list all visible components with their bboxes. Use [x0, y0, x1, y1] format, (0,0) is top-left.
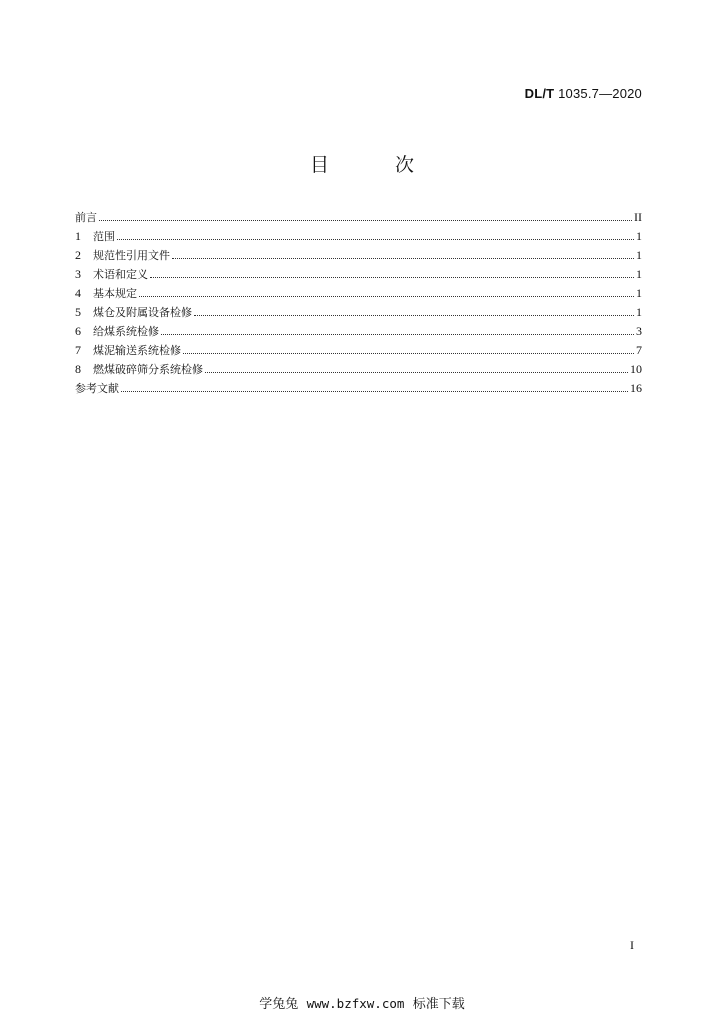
- table-of-contents: [75, 208, 642, 398]
- standard-code-prefix: DL/T: [524, 86, 555, 101]
- toc-entry-2[interactable]: [75, 246, 642, 265]
- toc-entry-page: 10: [630, 362, 642, 376]
- toc-entry-page: II: [634, 210, 642, 224]
- page-number: I: [630, 938, 634, 952]
- toc-leader-dots: [150, 276, 634, 278]
- toc-entry-1[interactable]: [75, 227, 642, 246]
- toc-leader-dots: [172, 257, 634, 259]
- toc-entry-3[interactable]: [75, 265, 642, 284]
- toc-entry-label: 基本规定: [93, 287, 137, 300]
- toc-entry-number: 2: [75, 248, 81, 262]
- toc-entry-6[interactable]: [75, 322, 642, 341]
- toc-entry-5[interactable]: [75, 303, 642, 322]
- toc-entry-label: 术语和定义: [93, 268, 148, 281]
- footer-watermark: [0, 993, 724, 1012]
- toc-entry-foreword[interactable]: [75, 208, 642, 227]
- toc-entry-4[interactable]: [75, 284, 642, 303]
- toc-entry-page: 1: [636, 267, 642, 281]
- toc-entry-number: 1: [75, 229, 81, 243]
- toc-entry-number: 3: [75, 267, 81, 281]
- toc-entry-page: 1: [636, 286, 642, 300]
- footer-tagline: 标准下载: [412, 997, 465, 1012]
- toc-entry-page: 7: [636, 343, 642, 357]
- toc-entry-7[interactable]: [75, 341, 642, 360]
- toc-entry-page: 1: [636, 305, 642, 319]
- standard-code-number: 1035.7—2020: [554, 86, 642, 101]
- toc-entry-label: 范围: [93, 230, 115, 243]
- toc-leader-dots: [121, 390, 628, 392]
- toc-entry-label: 燃煤破碎筛分系统检修: [93, 363, 203, 376]
- toc-entry-number: 6: [75, 324, 81, 338]
- toc-entry-label: 煤泥输送系统检修: [93, 344, 181, 357]
- toc-leader-dots: [99, 219, 632, 221]
- toc-entry-label: 给煤系统检修: [93, 325, 159, 338]
- footer-url: www.bzfxw.com: [306, 996, 405, 1011]
- toc-entry-page: 3: [636, 324, 642, 338]
- toc-entry-8[interactable]: [75, 360, 642, 379]
- toc-leader-dots: [183, 352, 634, 354]
- toc-leader-dots: [205, 371, 628, 373]
- toc-entry-references[interactable]: [75, 379, 642, 398]
- toc-entry-page: 16: [630, 381, 642, 395]
- toc-entry-label: 规范性引用文件: [93, 249, 170, 262]
- toc-entry-number: 5: [75, 305, 81, 319]
- toc-leader-dots: [139, 295, 634, 297]
- footer-site-name: 学兔兔: [259, 997, 299, 1012]
- toc-entry-label: 煤仓及附属设备检修: [93, 306, 192, 319]
- toc-entry-number: 8: [75, 362, 81, 376]
- toc-entry-label: 参考文献: [75, 382, 119, 395]
- toc-entry-label: 前言: [75, 211, 97, 224]
- toc-entry-number: 7: [75, 343, 81, 357]
- toc-leader-dots: [194, 314, 634, 316]
- toc-leader-dots: [117, 238, 634, 240]
- toc-entry-page: 1: [636, 248, 642, 262]
- toc-entry-number: 4: [75, 286, 81, 300]
- toc-leader-dots: [161, 333, 634, 335]
- toc-title: 目 次: [309, 154, 445, 176]
- standard-code: [525, 86, 642, 101]
- toc-entry-page: 1: [636, 229, 642, 243]
